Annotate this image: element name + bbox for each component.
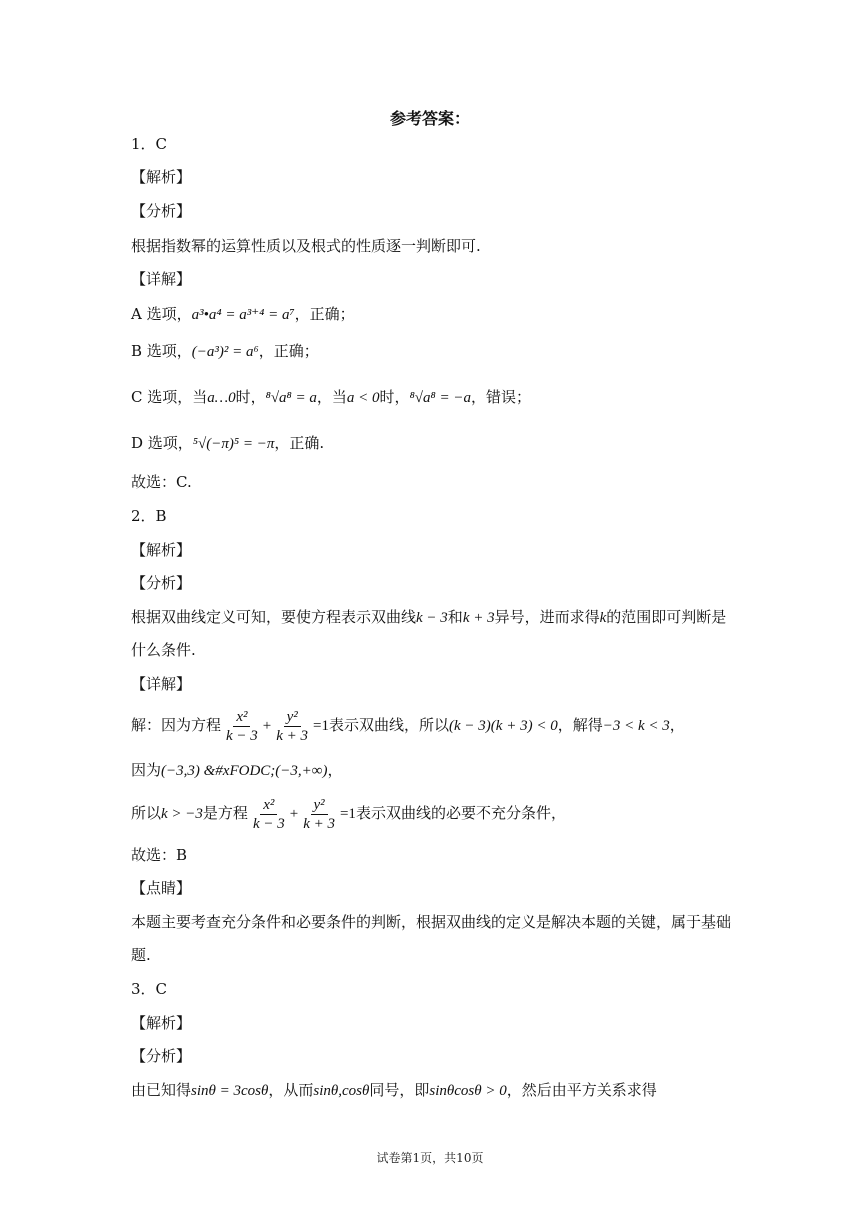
option-b-label: B 选项， — [131, 342, 192, 360]
q3-number: 3．C — [131, 980, 168, 998]
option-c-condition-1: a…0 — [207, 390, 236, 406]
equals-one: =1 — [339, 806, 356, 822]
fraction-numerator: y² — [311, 796, 328, 815]
fenxi-expr-k-minus-3: k − 3 — [416, 610, 448, 626]
option-a-verdict: ，正确； — [294, 305, 355, 323]
range-result: −3 < k < 3 — [602, 718, 670, 734]
inequality-product: (k − 3)(k + 3) < 0 — [449, 718, 558, 734]
option-d-label: D 选项， — [131, 434, 193, 452]
q3-fenxi-line — [131, 1080, 657, 1101]
q3-jiexi-heading: 【解析】 — [131, 1014, 192, 1032]
option-c-text-3: 时， — [379, 388, 410, 406]
q1-option-c — [131, 387, 531, 408]
option-c-condition-2: a < 0 — [346, 390, 380, 406]
fraction-y2-over-k-plus-3 — [273, 708, 311, 745]
q2-fenxi-heading: 【分析】 — [131, 574, 192, 592]
fenxi-text-part: ，从而 — [268, 1081, 314, 1099]
fenxi-text-part: 和 — [447, 608, 463, 626]
fraction-denominator: k − 3 — [226, 727, 258, 744]
fraction-numerator: y² — [284, 708, 301, 727]
fenxi-text-part: 由已知得 — [131, 1081, 192, 1099]
option-c-formula-2: ⁸√a⁸ = −a — [409, 390, 471, 406]
q1-jiexi-heading: 【解析】 — [131, 168, 192, 186]
fraction-denominator: k + 3 — [303, 815, 335, 832]
q2-xiangjie-heading: 【详解】 — [131, 675, 192, 693]
fenxi-text-part: 同号，即 — [369, 1081, 430, 1099]
solution-text-part: 解：因为方程 — [131, 716, 222, 734]
q1-answer: 故选：C. — [131, 473, 192, 491]
fraction-x2-over-k-minus-3 — [223, 708, 261, 745]
plus-sign: + — [262, 718, 272, 734]
solution-text-part: 表示双曲线，所以 — [329, 716, 450, 734]
sin-cos-pair: sinθ,cosθ — [313, 1083, 370, 1099]
q2-dianjing-heading: 【点睛】 — [131, 879, 192, 897]
fenxi-expr-k-plus-3: k + 3 — [462, 610, 495, 626]
q1-fenxi-heading: 【分析】 — [131, 202, 192, 220]
conclusion-text-part: 是方程 — [202, 804, 248, 822]
q2-dianjing-line-2: 题. — [131, 946, 151, 964]
equals-one: =1 — [313, 718, 330, 734]
option-c-verdict: ，错误； — [470, 388, 531, 406]
condition-k-greater-neg3: k > −3 — [161, 806, 203, 822]
q2-jiexi-heading: 【解析】 — [131, 541, 192, 559]
q2-fenxi-line-2: 什么条件. — [131, 641, 196, 659]
q1-xiangjie-heading: 【详解】 — [131, 270, 192, 288]
q2-because-line — [131, 760, 342, 781]
option-c-text-2: ，当 — [316, 388, 347, 406]
solution-text-part: ， — [669, 716, 685, 734]
fraction-numerator: x² — [260, 796, 277, 815]
option-b-verdict: ，正确； — [258, 342, 319, 360]
option-a-label: A 选项， — [131, 305, 192, 323]
plus-sign: + — [289, 806, 299, 822]
fenxi-text-part: 的范围即可判断是 — [606, 608, 727, 626]
fraction-numerator: x² — [233, 708, 250, 727]
q2-fenxi-line-1 — [131, 607, 726, 628]
fenxi-text-part: 根据双曲线定义可知，要使方程表示双曲线 — [131, 608, 417, 626]
q2-dianjing-line-1: 本题主要考查充分条件和必要条件的判断，根据双曲线的定义是解决本题的关键，属于基础 — [131, 913, 732, 931]
q3-fenxi-heading: 【分析】 — [131, 1047, 192, 1065]
q1-number: 1．C — [131, 135, 168, 153]
sin-equals-3cos: sinθ = 3cosθ — [191, 1083, 269, 1099]
conclusion-text-part: 所以 — [131, 804, 162, 822]
option-c-formula-1: ⁸√a⁸ = a — [265, 390, 317, 406]
page-title: 参考答案： — [389, 109, 470, 128]
option-d-verdict: ，正确. — [274, 434, 325, 452]
option-d-formula: ⁵√(−π)⁵ = −π — [192, 436, 275, 452]
q1-option-a — [131, 304, 355, 325]
because-text: 因为 — [131, 761, 162, 779]
option-a-formula: a³•a⁴ = a³⁺⁴ = a⁷ — [191, 307, 295, 323]
option-b-formula: (−a³)² = a⁶ — [191, 344, 259, 360]
option-c-label: C 选项，当 — [131, 388, 208, 406]
q2-answer: 故选：B — [131, 846, 188, 864]
option-c-text-1: 时， — [235, 388, 266, 406]
fenxi-expr-k: k — [599, 610, 607, 626]
page-footer: 试卷第1页，共10页 — [376, 1151, 484, 1165]
q2-conclusion-line — [131, 794, 566, 833]
because-text: ， — [327, 761, 343, 779]
q2-solution-line — [131, 706, 685, 745]
solution-text-part: ，解得 — [557, 716, 603, 734]
q2-number: 2．B — [131, 507, 167, 525]
fenxi-text-part: 异号，进而求得 — [494, 608, 600, 626]
q1-fenxi-text: 根据指数幂的运算性质以及根式的性质逐一判断即可. — [131, 237, 481, 255]
sin-cos-product-positive: sinθcosθ > 0 — [429, 1083, 507, 1099]
q1-option-b — [131, 341, 319, 362]
interval-subset-expr: (−3,3) &#xFODC;(−3,+∞) — [161, 763, 328, 779]
q1-option-d — [131, 433, 324, 454]
fraction-denominator: k − 3 — [252, 815, 285, 832]
fraction-x2-over-k-minus-3 — [250, 796, 288, 833]
conclusion-text-part: 表示双曲线的必要不充分条件， — [355, 804, 566, 822]
fraction-y2-over-k-plus-3 — [300, 796, 338, 833]
fenxi-text-part: ，然后由平方关系求得 — [506, 1081, 657, 1099]
fraction-denominator: k + 3 — [276, 727, 309, 744]
